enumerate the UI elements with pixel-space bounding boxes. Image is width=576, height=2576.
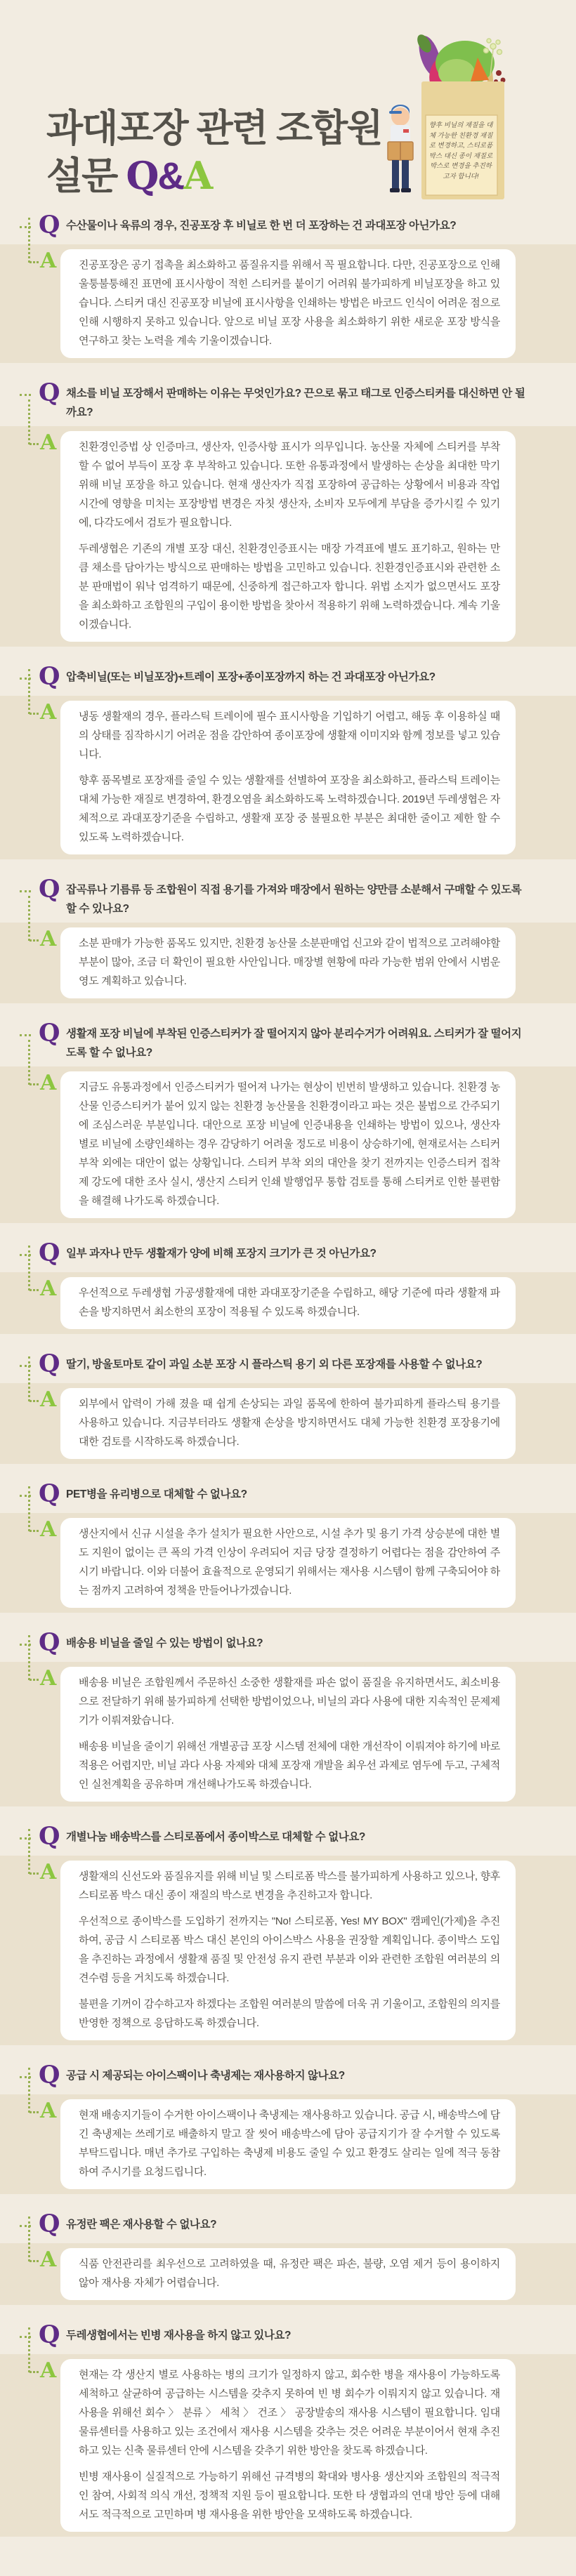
answer-paragraph: 불편을 기꺼이 감수하고자 하겠다는 조합원 여러분의 말씀에 더욱 귀 기울이고, 조합원의 의지를 반영한 정책으로 응답하도록 하겠습니다. [79,1998,500,2029]
answer-paragraph: 현재는 각 생산지 별로 사용하는 병의 크기가 일정하지 않고, 회수한 병을 재사용이 가능하도록 세척하고 살균하여 공급하는 시스템을 갖추지 못하여 빈 병 회수가 이뤄지지 않고 있습니다. 재사용을 위해선 회수 〉 분류 〉 세척 〉 건조 〉 공장발송의 재사용 시스템이 필요합니다. 임대 물류센터를 사용하고 있는 조건에서 재사용 시스템을 갖추는 것은 어려운 부분이어서 현재 추진하고 있는 신축 물류센터 안에 시스템을 갖추기 위한 방안을 찾도록 하겠습니다. [79,2369,500,2457]
answer-box [60,1518,516,1608]
answer-paragraph: 우선적으로 종이박스를 도입하기 전까지는 "No! 스티로폼, Yes! MY BOX" 캠페인(가제)을 추진하여, 공급 시 스티로폼 박스 대신 본인의 아이스박스 사용을 권장할 계획입니다. 종이박스 도입을 추진하는 과정에서 생활재 품질 및 안전성 유지 관련 부분과 이와 관련한 조합원 여러분의 의견수렴 등을 거치도록 하겠습니다. [79,1915,500,1984]
courier-icon [388,105,413,192]
question-marker: Q [39,662,60,691]
answer-marker: A [40,430,57,455]
answer-paragraph: 우선적으로 두레생협 가공생활재에 대한 과대포장기준을 수립하고, 해당 기준에 따라 생활재 파손을 방지하면서 최소한의 포장이 적용될 수 있도록 하겠습니다. [79,1287,500,1318]
qa-item [0,2210,576,2305]
answer-box [60,2359,516,2532]
answer-box [60,2248,516,2300]
question-marker: Q [39,2210,60,2238]
answer-marker: A [40,249,57,273]
qa-item [0,662,576,859]
answer-marker: A [40,2099,57,2123]
answer-band [0,923,576,1003]
qa-item [0,1349,576,1464]
answer-band [0,1856,576,2045]
question-row [0,1019,576,1062]
answer-marker: A [40,1387,57,1412]
answer-marker: A [40,1276,57,1301]
question-text: 배송용 비닐을 줄일 수 있는 방법이 없나요? [66,1637,263,1649]
title-line1: 과대포장 관련 조합원 [46,107,382,150]
answer-band [0,2243,576,2305]
answer-marker: A [40,1517,57,1542]
answer-paragraph: 소분 판매가 가능한 품목도 있지만, 친환경 농산물 소분판매업 신고와 같이 법적으로 고려해야할 부분이 많아, 조금 더 확인이 필요한 사안입니다. 매장별 현황에 따라 가능한 범위 안에서 시범운영도 계획하고 있습니다. [79,937,500,987]
question-marker: Q [39,1349,60,1378]
header [0,0,576,216]
question-text: 두레생협에서는 빈병 재사용을 하지 않고 있나요? [66,2330,292,2341]
answer-box [60,1388,516,1459]
answer-marker: A [40,1860,57,1884]
question-text: 딸기, 방울토마토 같이 과일 소분 포장 시 플라스틱 용기 외 다른 포장재를 사용할 수 없나요? [66,1359,483,1370]
question-text: 생활재 포장 비닐에 부착된 인증스티커가 잘 떨어지지 않아 분리수거가 어려워요. 스티커가 잘 떨어지도록 할 수 없나요? [66,1028,522,1059]
answer-paragraph: 진공포장은 공기 접촉을 최소화하고 품질유지를 위해서 꼭 필요합니다. 다만, 진공포장으로 인해 울퉁불퉁해진 표면에 표시사항이 적힌 스티커를 붙이기 어려워 불가피하게 비닐포장을 하고 있습니다. 스티커 대신 진공포장 비닐에 표시사항을 인쇄하는 방법은 바코드 인식이 어려운 점으로 인해 시행하지 못하고 있습니다. 앞으로 비닐 포장 사용을 최소화하기 위한 새로운 포장 방식을 연구하고 찾는 노력을 계속 기울이겠습니다. [79,259,500,347]
answer-band [0,1513,576,1613]
bag-note-text: 향후 비닐의 재질을 대체 가능한 친환경 재질로 변경하고, 스티로폼 박스 대신 종이 재질로 박스로 변경을 추진하고자 합니다! [428,121,493,180]
question-text: 공급 시 제공되는 아이스팩이나 축냉제는 재사용하지 않나요? [66,2070,345,2082]
question-marker: Q [39,2061,60,2089]
answer-paragraph: 식품 안전관리를 최우선으로 고려하였을 때, 유정란 팩은 파손, 불량, 오염 제거 등이 용이하지 않아 재사용 자체가 어렵습니다. [79,2258,500,2289]
answer-paragraph: 향후 품목별로 포장재를 줄일 수 있는 생활재를 선별하여 포장을 최소화하고, 플라스틱 트레이는 대체 가능한 재질로 변경하여, 환경오염을 최소화하도록 노력하겠습니다. 2019년 두레생협은 자체적으로 과대포장기준을 수립하고, 생활재 포장 중 불필요한 부분은 최대한 줄이고 제한 할 수 있도록 노력하겠습니다. [79,774,500,843]
question-marker: Q [39,1628,60,1657]
answer-paragraph: 냉동 생활재의 경우, 플라스틱 트레이에 필수 표시사항을 기입하기 어렵고, 해동 후 이용하실 때의 상태를 짐작하시기 어려운 점을 감안하여 종이포장에 생활재 이미지와 함께 정보를 넣고 있습니다. [79,711,500,760]
answer-band [0,2354,576,2537]
question-row [0,1349,576,1379]
answer-box [60,1071,516,1218]
question-marker: Q [39,875,60,904]
answer-box [60,927,516,998]
question-text: 개별나눔 배송박스를 스티로폼에서 종이박스로 대체할 수 없나요? [66,1831,365,1843]
answer-box [60,431,516,642]
qa-item [0,211,576,363]
answer-marker: A [40,1071,57,1095]
question-marker: Q [39,2320,60,2349]
answer-paragraph: 현재 배송지기들이 수거한 아이스팩이나 축냉제는 재사용하고 있습니다. 공급 시, 배송박스에 담긴 축냉제는 쓰레기로 배출하지 말고 잘 씻어 배송박스에 담아 공급지기가 잘 수거할 수 있도록 부탁드립니다. 매년 추가로 구입하는 축냉제 비용도 줄일 수 있고 환경도 살리는 일에 적극 동참하여 주시기를 요청드립니다. [79,2109,500,2178]
answer-band [0,1662,576,1806]
question-row [0,378,576,422]
question-row [0,1822,576,1851]
answer-box [60,701,516,854]
qa-item [0,1239,576,1334]
answer-paragraph: 빈병 재사용이 실질적으로 가능하기 위해선 규격병의 확대와 병사용 생산지와 조합원의 적극적인 참여, 사회적 의식 개선, 정책적 지원 등이 필요합니다. 또한 타 생협과의 연대 방안 등에 대해서도 적극적으로 고민하며 병 재사용을 위한 방안을 모색하도록 하겠습니다. [79,2471,500,2521]
question-row [0,1239,576,1268]
title-line2-prefix: 설문 [46,155,126,197]
title-q: Q [126,153,158,198]
qa-list [0,211,576,2576]
question-row [0,1479,576,1509]
question-marker: Q [39,1239,60,1267]
grocery-bag-illustration [360,13,507,202]
answer-band [0,696,576,859]
answer-box [60,1277,516,1329]
question-marker: Q [39,211,60,239]
answer-paragraph: 외부에서 압력이 가해 졌을 때 쉽게 손상되는 과일 품목에 한하여 불가피하게 플라스틱 용기를 사용하고 있습니다. 지금부터라도 생활재 손상을 방지하면서도 대체 가능한 친환경 포장용기에 대한 검토를 시작하도록 하겠습니다. [79,1398,500,1448]
answer-paragraph: 배송용 비닐을 줄이기 위해선 개별공급 포장 시스템 전체에 대한 개선작이 이뤄져야 하기에 바로 적용은 어렵지만, 비닐 과다 사용 자제와 대체 포장재 개발을 최우선 과제로 염두에 두고, 구체적인 실천계획을 공유하며 개선해나가도록 하겠습니다. [79,1741,500,1790]
question-marker: Q [39,378,60,407]
qa-item [0,1479,576,1613]
answer-marker: A [40,927,57,951]
question-row [0,2061,576,2090]
question-row [0,875,576,918]
answer-band [0,2094,576,2194]
answer-box [60,1667,516,1802]
answer-band [0,426,576,647]
question-text: 유정란 팩은 재사용할 수 없나요? [66,2219,217,2231]
qa-item [0,1822,576,2045]
qa-item [0,2320,576,2537]
qa-item [0,2061,576,2194]
question-text: 잡곡류나 기름류 등 조합원이 직접 용기를 가져와 매장에서 원하는 양만큼 소분해서 구매할 수 있도록 할 수 있나요? [66,884,522,915]
question-text: 채소를 비닐 포장해서 판매하는 이유는 무엇인가요? 끈으로 묶고 태그로 인증스티커를 대신하면 안 될까요? [66,388,525,418]
answer-box [60,249,516,358]
answer-box [60,2099,516,2189]
title-a: A [183,153,212,198]
question-marker: Q [39,1822,60,1851]
question-text: PET병을 유리병으로 대체할 수 없나요? [66,1488,247,1500]
answer-paragraph: 생산지에서 신규 시설을 추가 설치가 필요한 사안으로, 시설 추가 및 용기 가격 상승분에 대한 별도 지원이 없이는 큰 폭의 가격 인상이 우려되어 지금 당장 결정하기 어렵다는 점을 감안하여 주시기 바랍니다. 이와 더불어 효율적으로 운영되기 위해서는 재사용 시스템이 함께 구축되어야 하는 점까지 고려하여 정책을 만들어나가겠습니다. [79,1528,500,1597]
question-row [0,211,576,240]
answer-marker: A [40,1666,57,1691]
question-marker: Q [39,1019,60,1048]
question-row [0,2210,576,2239]
question-row [0,2320,576,2350]
question-marker: Q [39,1479,60,1508]
answer-paragraph: 지금도 유통과정에서 인증스티커가 떨어져 나가는 현상이 빈번히 발생하고 있습니다. 친환경 농산물 인증스티커가 붙어 있지 않는 친환경 농산물을 친환경이라고 파는 것은 불법으로 간주되기에 조심스러운 부분입니다. 대안으로 포장 비닐에 인증내용을 인쇄하는 방법이 있으나, 생산자 별로 비닐에 소량인쇄하는 경우 감당하기 어려울 정도로 비용이 상승하기에, 현재로서는 스티커 부착 외에는 대안이 없는 상황입니다. 스티커 부착 외의 대안을 찾기 전까지는 인증스티커 접착제 강도에 대한 조사 실시, 생산지 스티커 인쇄 발행업무 통합 검토를 통해 스티커로 인한 불편함을 해결해 나가도록 하겠습니다. [79,1081,500,1207]
qa-item [0,875,576,1003]
answer-paragraph: 두레생협은 기존의 개별 포장 대신, 친환경인증표시는 매장 가격표에 별도 표기하고, 원하는 만큼 채소를 담아가는 방식으로 판매하는 방법을 고민하고 있습니다. 친환경인증표시와 관련한 소분 판매법이 워낙 엄격하기 때문에, 신중하게 접근하고자 합니다. 위법 소지가 없으면서도 포장을 최소화하고 조합원의 구입이 용이한 방법을 찾아서 적용하기 위해 노력하겠습니다. 계속 기울이겠습니다. [79,543,500,630]
answer-marker: A [40,2358,57,2383]
qa-item [0,378,576,647]
qa-item [0,1019,576,1223]
answer-band [0,244,576,363]
answer-box [60,1861,516,2040]
question-row [0,1628,576,1658]
question-text: 일부 과자나 만두 생활재가 양에 비해 포장지 크기가 큰 것 아닌가요? [66,1248,377,1260]
question-row [0,662,576,692]
qa-item [0,1628,576,1806]
answer-band [0,1066,576,1223]
answer-paragraph: 생활재의 신선도와 품질유지를 위해 비닐 및 스티로폼 박스를 불가피하게 사용하고 있으나, 향후 스티로폼 박스 대신 종이 재질의 박스로 변경을 추진하고자 합니다. [79,1870,500,1901]
question-text: 수산물이나 육류의 경우, 진공포장 후 비닐로 한 번 더 포장하는 건 과대포장 아닌가요? [66,220,457,232]
answer-band [0,1383,576,1464]
answer-paragraph: 친환경인증법 상 인증마크, 생산자, 인증사항 표시가 의무입니다. 농산물 자체에 스티커를 부착할 수 없어 부득이 포장 후 부착하고 있습니다. 또한 유통과정에서 발생하는 손상을 최대한 막기 위해 비닐 포장을 하고 있습니다. 현재 생산자가 직접 포장하여 공급하는 상황에서 비용과 작업시간에 영향을 미치는 포장방법 변경은 자칫 생산자, 소비자 모두에게 부담을 증가시킬 수 있기에, 다각도에서 검토가 필요합니다. [79,441,500,529]
answer-marker: A [40,2247,57,2272]
answer-paragraph: 배송용 비닐은 조합원께서 주문하신 소중한 생활재를 파손 없이 품질을 유지하면서도, 최소비용으로 전달하기 위해 불가피하게 선택한 방법이었으나, 비닐의 과다 사용에 대한 지속적인 문제제기가 이뤄져왔습니다. [79,1677,500,1726]
question-text: 압축비닐(또는 비닐포장)+트레이 포장+종이포장까지 하는 건 과대포장 아닌가요? [66,671,436,683]
answer-band [0,1272,576,1334]
answer-marker: A [40,700,57,725]
title-ampersand: & [157,155,184,197]
